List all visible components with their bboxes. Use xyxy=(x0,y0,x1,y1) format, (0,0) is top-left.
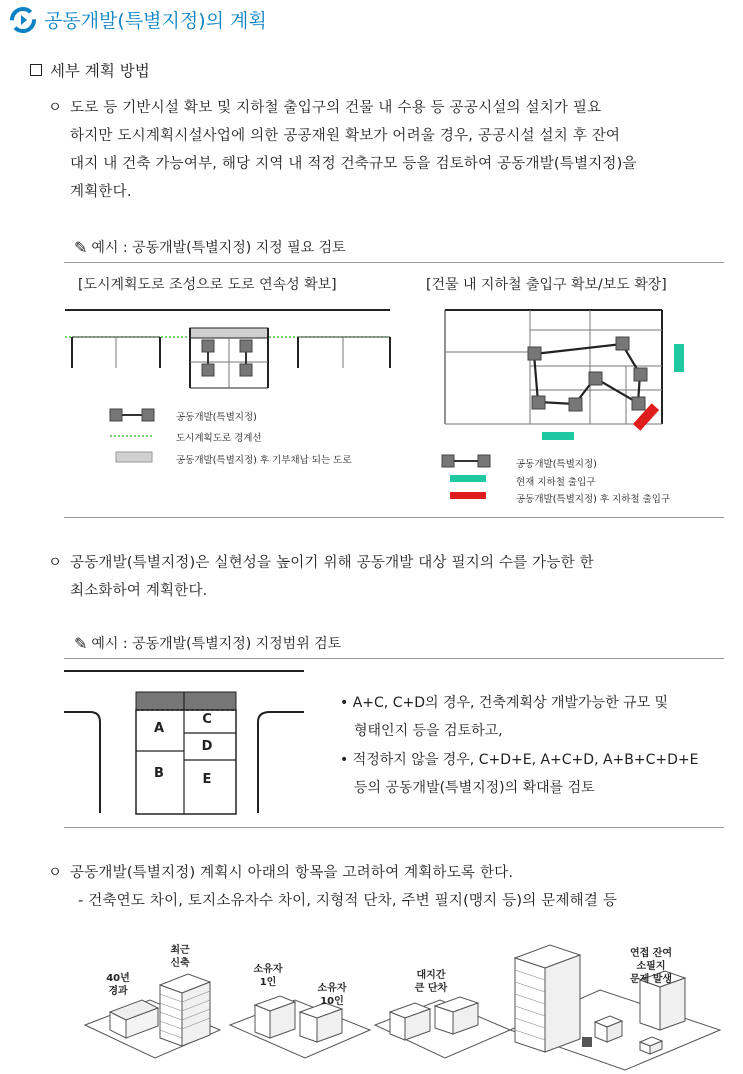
paragraph-1-line-4: 계획한다. xyxy=(70,184,132,200)
parcel-a-label: A xyxy=(153,721,165,736)
left-legend-item-3: 공동개발(특별지정) 후 기부채납 되는 도로 xyxy=(176,455,352,466)
paragraph-1-line-3: 대지 내 건축 가능여부, 해당 지역 내 적정 건축규모 등을 검토하여 공동개발(특별지정)을 xyxy=(70,156,637,172)
range-note-1-line-1: • A+C, C+D의 경우, 건축계획상 개발가능한 규모 및 xyxy=(340,695,669,711)
paragraph-1 xyxy=(48,94,718,206)
example-1-text: 예시 : 공동개발(특별지정) 지정 필요 검토 xyxy=(91,240,346,256)
paragraph-3 xyxy=(48,859,718,915)
example-2-text: 예시 : 공동개발(특별지정) 지정범위 검토 xyxy=(91,636,342,652)
left-diagram-caption: [도시계획도로 조성으로 도로 연속성 확보] xyxy=(78,277,337,293)
paragraph-2-line-1: 공동개발(특별지정)은 실현성을 높이기 위해 공동개발 대상 필지의 수를 가능한 한 xyxy=(70,555,594,571)
range-note-2-line-2: 등의 공동개발(특별지정)의 확대를 검토 xyxy=(354,780,595,796)
right-legend-item-3: 공동개발(특별지정) 후 지하철 출입구 xyxy=(516,494,671,505)
example-2-label xyxy=(74,633,341,653)
range-note-2 xyxy=(340,746,698,802)
bullet-circle-icon: ㅇ xyxy=(48,100,63,116)
paragraph-3-line-1: 공동개발(특별지정) 계획시 아래의 항목을 고려하여 계획하도록 한다. xyxy=(70,865,514,881)
pencil-icon: ✎ xyxy=(74,633,88,653)
bullet-circle-icon: ㅇ xyxy=(48,865,63,881)
checkbox-square-icon xyxy=(30,64,42,76)
section-heading-text: 세부 계획 방법 xyxy=(50,62,150,80)
circle-arrow-icon xyxy=(10,7,36,33)
title-text: 공동개발(특별지정)의 계획 xyxy=(44,10,267,32)
pencil-icon: ✎ xyxy=(74,237,88,257)
parcel-range-diagram xyxy=(64,665,314,815)
range-note-1-line-2: 형태인지 등을 검토하고, xyxy=(354,723,503,739)
paragraph-1-line-1: 도로 등 기반시설 확보 및 지하철 출입구의 건물 내 수용 등 공공시설의 설치가 필요 xyxy=(70,100,602,116)
label-40-years: 40년 경과 xyxy=(106,973,130,997)
left-legend-item-1: 공동개발(특별지정) xyxy=(176,412,257,423)
bullet-circle-icon: ㅇ xyxy=(48,555,63,571)
road-continuity-diagram xyxy=(60,300,400,470)
parcel-d-label: D xyxy=(201,739,213,754)
right-diagram-caption: [건물 내 지하철 출입구 확보/보도 확장] xyxy=(426,277,667,293)
label-small-parcel: 연접 잔여 소필지 문제 발생 xyxy=(629,948,673,985)
page-title xyxy=(10,6,267,33)
paragraph-2 xyxy=(48,549,718,605)
paragraph-3-line-2: - 건축연도 차이, 토지소유자수 차이, 지형적 단차, 주변 필지(맹지 등)의 문제해결 등 xyxy=(78,893,618,909)
parcel-e-label: E xyxy=(202,772,212,787)
parcel-b-label: B xyxy=(154,766,164,781)
right-legend-item-2: 현재 지하철 출입구 xyxy=(516,477,596,488)
paragraph-1-line-2: 하지만 도시계획시설사업에 의한 공공재원 확보가 어려울 경우, 공공시설 설치 후 잔여 xyxy=(70,128,621,144)
parcel-c-label: C xyxy=(202,712,212,727)
left-legend-item-2: 도시계획도로 경계선 xyxy=(176,433,262,444)
section-heading xyxy=(30,59,150,81)
example-1-label xyxy=(74,237,346,257)
range-note-2-line-1: • 적정하지 않을 경우, C+D+E, A+C+D, A+B+C+D+E xyxy=(340,752,699,768)
divider xyxy=(64,262,724,263)
label-owner-10: 소유자 10인 xyxy=(317,983,347,1007)
paragraph-2-line-2: 최소화하여 계획한다. xyxy=(70,583,208,599)
right-legend-item-1: 공동개발(특별지정) xyxy=(516,459,597,470)
label-owner-1: 소유자 1인 xyxy=(253,964,283,988)
subway-entrance-diagram xyxy=(440,300,720,500)
divider xyxy=(64,827,724,828)
label-recent-new: 최근 신축 xyxy=(170,945,190,969)
divider xyxy=(64,658,724,659)
divider xyxy=(64,517,724,518)
range-note-1 xyxy=(340,689,668,745)
label-level-diff: 대지간 큰 단차 xyxy=(414,970,448,994)
